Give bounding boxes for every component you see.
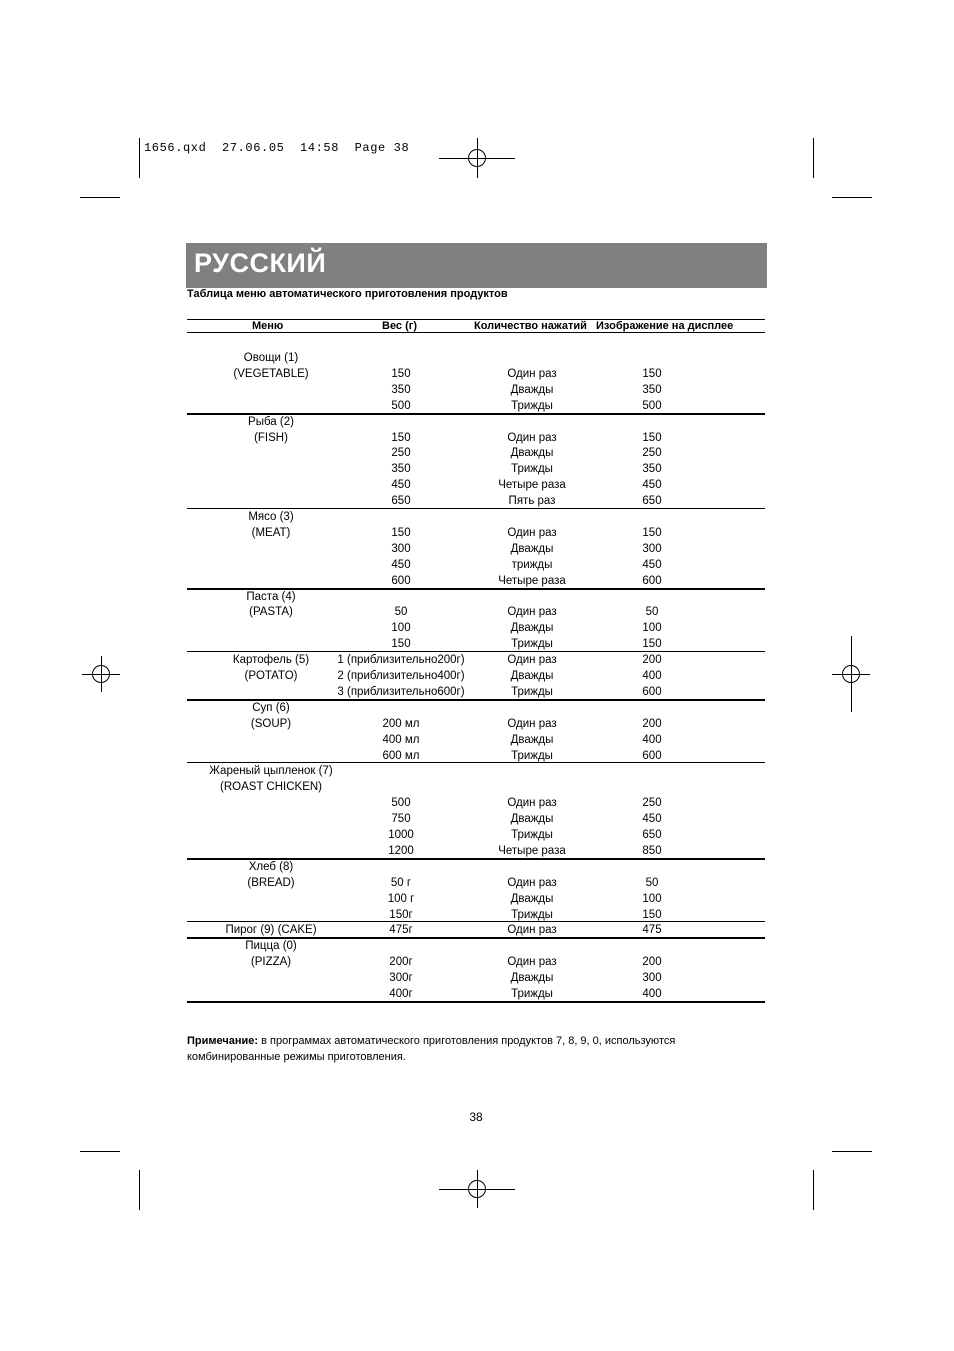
- presses-cell: Дважды: [510, 670, 554, 682]
- note: [187, 1033, 767, 1065]
- display-cell: 650: [642, 829, 662, 841]
- presses-cell: Дважды: [510, 972, 554, 985]
- presses-cell: Дважды: [510, 892, 554, 905]
- display-cell: 250: [642, 447, 662, 460]
- column-header-presses: Количество нажатий: [474, 320, 587, 332]
- display-cell: 50: [645, 876, 659, 889]
- weight-cell: 2 (приблизительно400г): [337, 670, 465, 682]
- presses-cell: Один раз: [507, 924, 557, 937]
- presses-cell: Один раз: [507, 876, 557, 889]
- presses-cell: Трижды: [511, 749, 553, 762]
- weight-cell: 500: [391, 797, 411, 810]
- display-cell: 200: [642, 956, 662, 969]
- display-cell: 150: [642, 908, 662, 921]
- display-cell: 650: [642, 495, 662, 508]
- weight-cell: 600 мл: [382, 749, 420, 762]
- presses-cell: Трижды: [511, 829, 553, 841]
- menu-name: (PIZZA): [250, 956, 292, 969]
- presses-cell: Дважды: [510, 733, 554, 746]
- note-label: Примечание:: [187, 1035, 259, 1047]
- menu-name: (MEAT): [251, 526, 291, 539]
- display-cell: 150: [642, 526, 662, 539]
- presses-cell: Один раз: [507, 797, 557, 810]
- display-cell: 150: [642, 638, 662, 651]
- presses-cell: Дважды: [510, 447, 554, 460]
- menu-name: (VEGETABLE): [233, 367, 309, 380]
- weight-cell: 250: [391, 447, 411, 460]
- note-text: в программах автоматического приготовления продуктов 7, 8, 9, 0, используются: [258, 1035, 676, 1047]
- weight-cell: 450: [391, 558, 411, 571]
- presses-cell: Трижды: [511, 399, 553, 412]
- weight-cell: 475г: [389, 924, 413, 937]
- menu-name: Мясо (3): [248, 511, 294, 523]
- weight-cell: 150: [391, 526, 411, 539]
- presses-cell: Один раз: [507, 717, 557, 730]
- presses-cell: Четыре раза: [498, 844, 566, 857]
- weight-cell: 50 г: [390, 876, 412, 889]
- menu-name: Хлеб (8): [248, 860, 294, 873]
- weight-cell: 500: [391, 399, 411, 412]
- menu-name: Пирог (9) (CAKE): [225, 924, 317, 937]
- menu-name: (FISH): [254, 431, 288, 444]
- weight-cell: 600: [391, 574, 411, 587]
- presses-cell: Четыре раза: [498, 479, 566, 492]
- menu-name: (BREAD): [247, 876, 295, 889]
- menu-name: Рыба (2): [248, 415, 294, 428]
- presses-cell: трижды: [511, 558, 553, 571]
- weight-cell: 300: [391, 542, 411, 555]
- menu-name: Овощи (1): [243, 352, 299, 364]
- group-separator: [187, 1001, 765, 1003]
- display-cell: 475: [642, 924, 662, 937]
- menu-name: (SOUP): [250, 717, 292, 730]
- banner-title: РУССКИЙ: [194, 248, 327, 278]
- weight-cell: 650: [391, 495, 411, 508]
- menu-name: (POTATO): [244, 670, 298, 682]
- weight-cell: 750: [391, 813, 411, 826]
- weight-cell: 450: [391, 479, 411, 492]
- weight-cell: 400 мл: [382, 733, 420, 746]
- menu-name: Суп (6): [252, 701, 290, 714]
- display-cell: 350: [642, 383, 662, 396]
- weight-cell: 150г: [389, 908, 413, 921]
- note-text-2: комбинированные режимы приготовления.: [187, 1051, 406, 1063]
- weight-cell: 200г: [389, 956, 413, 969]
- weight-cell: 150: [391, 367, 411, 380]
- display-cell: 500: [642, 399, 662, 412]
- weight-cell: 50: [394, 606, 408, 619]
- menu-name: (ROAST CHICKEN): [219, 781, 323, 794]
- table-title: Таблица меню автоматического приготовления продуктов: [187, 288, 508, 300]
- display-cell: 100: [642, 892, 662, 905]
- page-number: 38: [469, 1110, 483, 1124]
- presses-cell: Трижды: [511, 908, 553, 921]
- presses-cell: Дважды: [510, 542, 554, 555]
- language-banner: [186, 243, 767, 288]
- presses-cell: Пять раз: [508, 495, 556, 508]
- presses-cell: Один раз: [507, 606, 557, 619]
- menu-name: Пицца (0): [245, 940, 297, 953]
- display-cell: 400: [642, 988, 662, 1000]
- presses-cell: Трижды: [511, 463, 553, 476]
- presses-cell: Один раз: [507, 654, 557, 667]
- display-cell: 350: [642, 463, 662, 476]
- presses-cell: Трижды: [511, 638, 553, 651]
- display-cell: 300: [642, 542, 662, 555]
- presses-cell: Дважды: [510, 813, 554, 826]
- column-header-menu: Меню: [252, 320, 284, 332]
- group-separator: [187, 651, 765, 652]
- display-cell: 150: [642, 367, 662, 380]
- weight-cell: 100 г: [387, 892, 415, 905]
- file-slug: 1656.qxd 27.06.05 14:58 Page 38: [144, 141, 410, 155]
- presses-cell: Трижды: [511, 988, 553, 1000]
- display-cell: 150: [642, 431, 662, 444]
- weight-cell: 150: [391, 431, 411, 444]
- weight-cell: 350: [391, 463, 411, 476]
- weight-cell: 1000: [388, 829, 414, 841]
- display-cell: 450: [642, 813, 662, 826]
- menu-name: Жареный цыпленок (7): [209, 765, 333, 778]
- display-cell: 200: [642, 717, 662, 730]
- weight-cell: 1200: [388, 844, 414, 857]
- presses-cell: Один раз: [507, 431, 557, 444]
- weight-cell: 100: [391, 622, 411, 635]
- weight-cell: 200 мл: [382, 717, 420, 730]
- presses-cell: Четыре раза: [498, 574, 566, 587]
- presses-cell: Дважды: [510, 383, 554, 396]
- display-cell: 600: [642, 685, 662, 698]
- display-cell: 850: [642, 844, 662, 857]
- menu-name: (PASTA): [249, 606, 293, 619]
- weight-cell: 300г: [389, 972, 413, 985]
- menu-name: Картофель (5): [232, 654, 310, 667]
- group-separator: [187, 762, 765, 763]
- display-cell: 600: [642, 749, 662, 762]
- weight-cell: 150: [391, 638, 411, 651]
- presses-cell: Один раз: [507, 367, 557, 380]
- display-cell: 450: [642, 558, 662, 571]
- display-cell: 400: [642, 733, 662, 746]
- display-cell: 600: [642, 574, 662, 587]
- display-cell: 400: [642, 670, 662, 682]
- group-separator: [187, 508, 765, 509]
- presses-cell: Трижды: [511, 685, 553, 698]
- weight-cell: 400г: [389, 988, 413, 1000]
- display-cell: 250: [642, 797, 662, 810]
- display-cell: 50: [645, 606, 659, 619]
- column-header-weight: Вес (г): [382, 320, 417, 332]
- presses-cell: Один раз: [507, 956, 557, 969]
- display-cell: 450: [642, 479, 662, 492]
- column-header-display: Изображение на дисплее: [596, 320, 734, 332]
- presses-cell: Один раз: [507, 526, 557, 539]
- menu-name: Паста (4): [246, 590, 296, 603]
- presses-cell: Дважды: [510, 622, 554, 635]
- display-cell: 300: [642, 972, 662, 985]
- group-separator: [187, 921, 765, 922]
- weight-cell: 1 (приблизительно200г): [337, 654, 465, 667]
- weight-cell: 3 (приблизительно600г): [337, 685, 465, 698]
- weight-cell: 350: [391, 383, 411, 396]
- display-cell: 100: [642, 622, 662, 635]
- display-cell: 200: [642, 654, 662, 667]
